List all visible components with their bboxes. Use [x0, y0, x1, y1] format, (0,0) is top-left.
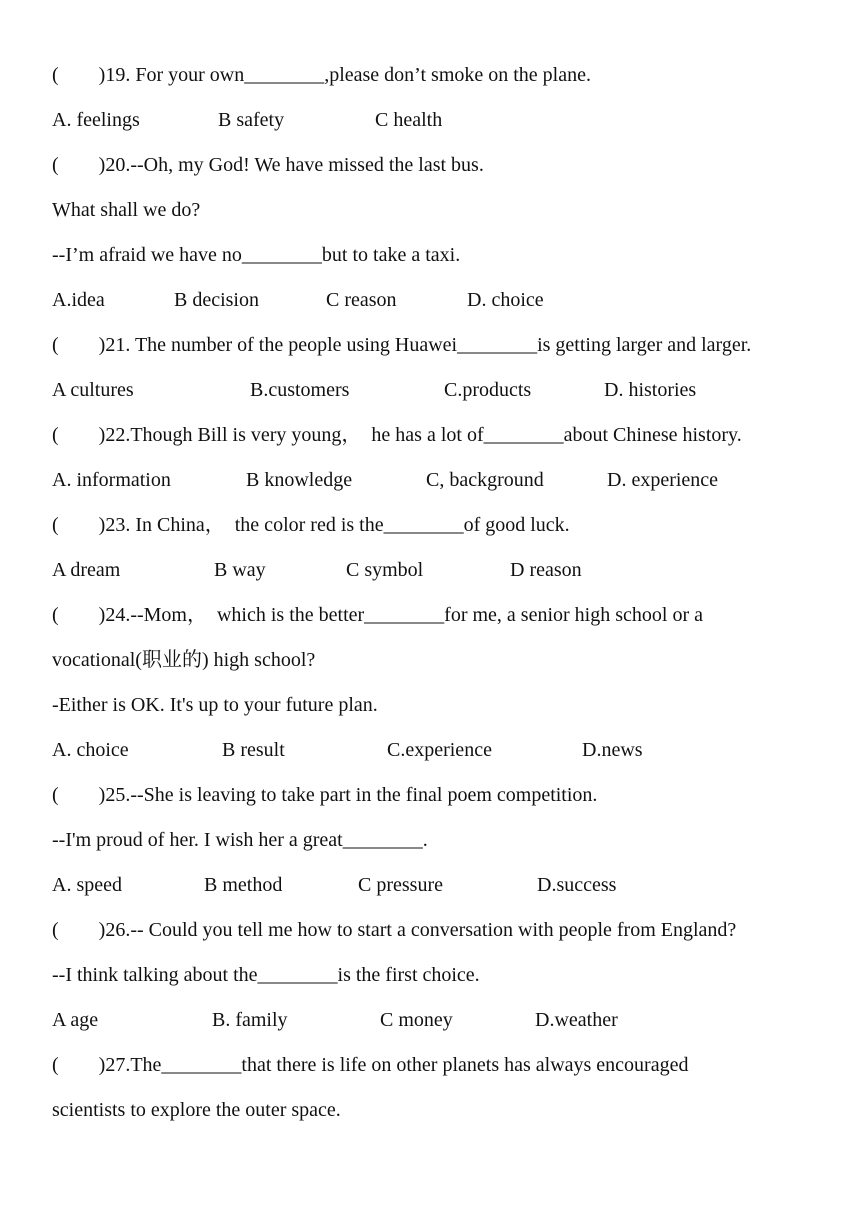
option-c: C reason [326, 289, 397, 311]
option-c: C money [380, 1009, 453, 1031]
question-26-stem: ( )26.-- Could you tell me how to start a conversation with people from England? [52, 919, 737, 941]
option-d: D. choice [467, 289, 544, 311]
option-d: D reason [510, 559, 582, 581]
option-c: C.products [444, 379, 532, 401]
question-25-stem: ( )25.--She is leaving to take part in the final poem competition. [52, 784, 598, 806]
question-27-stem-line-2: scientists to explore the outer space. [52, 1099, 341, 1121]
option-c: C, background [426, 469, 544, 491]
question-20-stem: ( )20.--Oh, my God! We have missed the last bus. [52, 154, 484, 176]
option-a: A dream [52, 559, 121, 581]
question-22-stem: ( )22.Though Bill is very young， he has a lot of________about Chinese history. [52, 424, 742, 446]
option-d: D.success [537, 874, 617, 896]
option-b: B knowledge [246, 469, 353, 491]
question-19-stem: ( )19. For your own________,please don’t smoke on the plane. [52, 64, 591, 86]
question-24-stem-line-3: -Either is OK. It's up to your future plan. [52, 694, 378, 716]
option-b: B result [222, 739, 285, 761]
option-d: D.news [582, 739, 643, 761]
question-26-stem-line-2: --I think talking about the________is the first choice. [52, 964, 480, 986]
option-a: A. information [52, 469, 171, 491]
question-24-stem-line-2: vocational(职业的) high school? [52, 649, 316, 671]
option-a: A cultures [52, 379, 134, 401]
option-a: A. feelings [52, 109, 140, 131]
option-b: B decision [174, 289, 259, 311]
option-a: A. speed [52, 874, 122, 896]
option-c: C symbol [346, 559, 424, 581]
option-d: D. experience [607, 469, 719, 491]
option-a: A age [52, 1009, 99, 1031]
option-b: B. family [212, 1009, 288, 1031]
option-b: B.customers [250, 379, 350, 401]
option-c: C.experience [387, 739, 492, 761]
question-25-stem-line-2: --I'm proud of her. I wish her a great________. [52, 829, 428, 851]
option-b: B method [204, 874, 283, 896]
question-20-stem-line-2: What shall we do? [52, 199, 201, 221]
question-21-stem: ( )21. The number of the people using Huawei________is getting larger and larger. [52, 334, 752, 356]
option-b: B way [214, 559, 266, 581]
option-c: C pressure [358, 874, 443, 896]
question-24-stem: ( )24.--Mom， which is the better________for me, a senior high school or a [52, 604, 703, 626]
option-a: A.idea [52, 289, 105, 311]
option-a: A. choice [52, 739, 129, 761]
question-20-stem-line-3: --I’m afraid we have no________but to take a taxi. [52, 244, 461, 266]
option-d: D.weather [535, 1009, 618, 1031]
option-b: B safety [218, 109, 285, 131]
question-23-stem: ( )23. In China， the color red is the________of good luck. [52, 514, 570, 536]
question-27-stem: ( )27.The________that there is life on other planets has always encouraged [52, 1054, 689, 1076]
option-c: C health [375, 109, 443, 131]
option-d: D. histories [604, 379, 697, 401]
